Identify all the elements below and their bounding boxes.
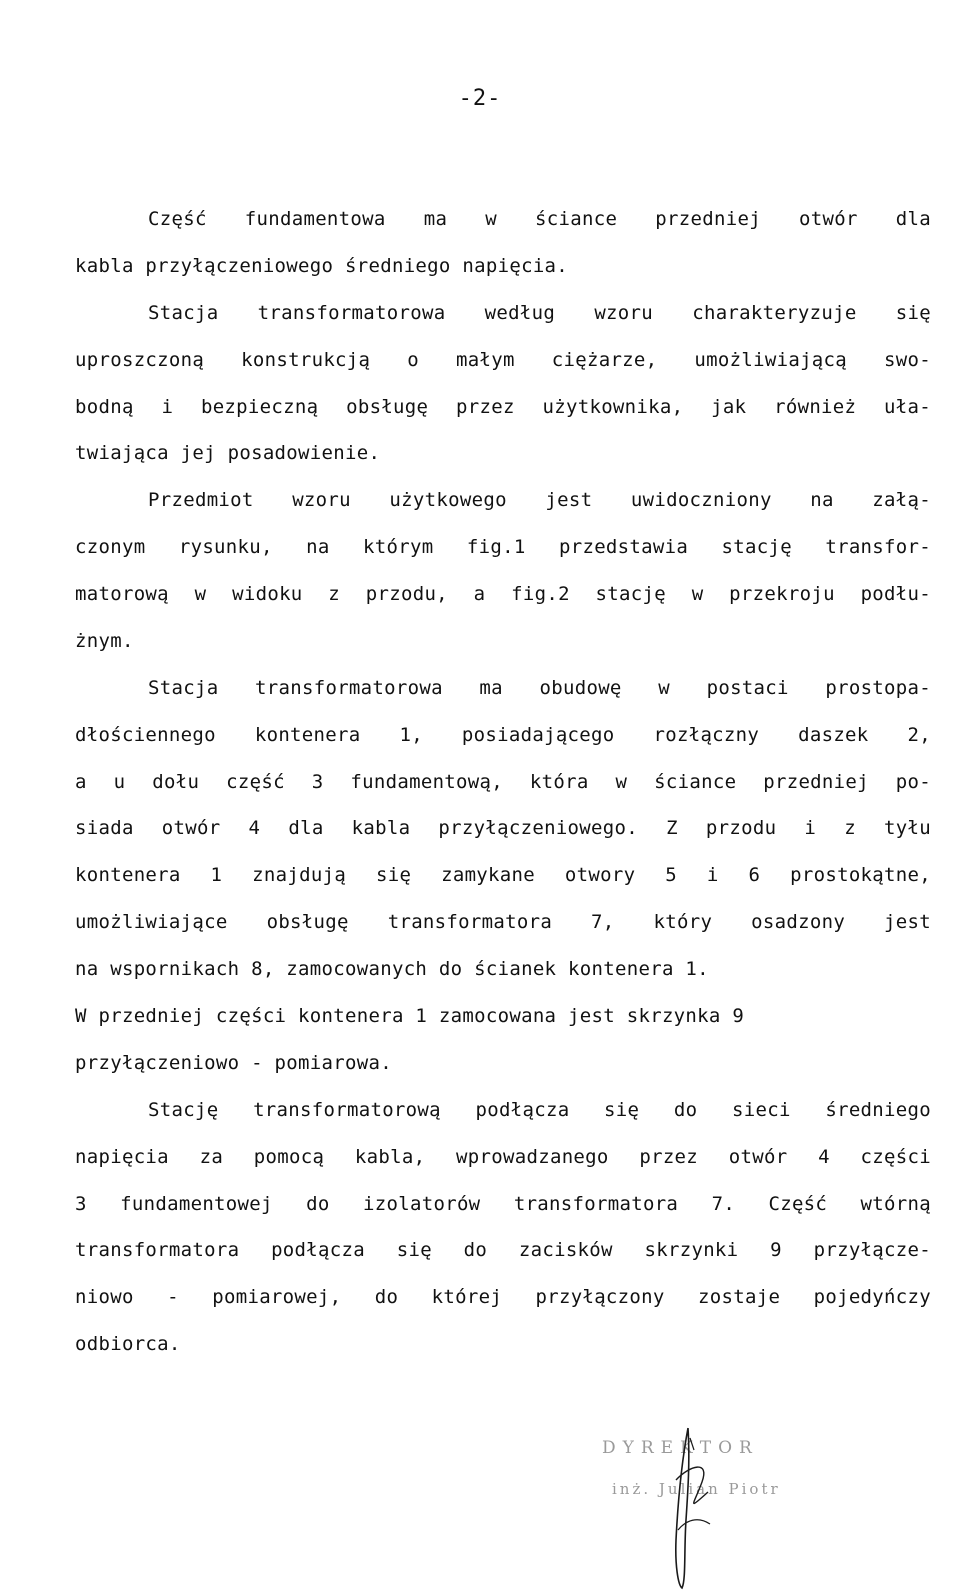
text-line: umożliwiające obsługę transformatora 7, który osadzony jest xyxy=(75,911,931,933)
text-line: niowo - pomiarowej, do której przyłączony zostaje pojedyńczy xyxy=(75,1286,931,1308)
text-line: bodną i bezpieczną obsługę przez użytkownika, jak również uła- xyxy=(75,396,931,418)
text-line: uproszczoną konstrukcją o małym ciężarze, umożliwiającą swo- xyxy=(75,349,931,371)
text-line: napięcia za pomocą kabla, wprowadzanego przez otwór 4 części xyxy=(75,1146,931,1168)
text-line: kontenera 1 znajdują się zamykane otwory 5 i 6 prostokątne, xyxy=(75,864,931,886)
text-line: transformatora podłącza się do zacisków skrzynki 9 przyłącze- xyxy=(75,1239,931,1261)
text-line: żnym. xyxy=(75,630,134,652)
text-line: W przedniej części kontenera 1 zamocowana jest skrzynka 9 xyxy=(75,1005,745,1027)
text-line: Część fundamentowa ma w ściance przedniej otwór dla xyxy=(148,208,931,230)
text-line: siada otwór 4 dla kabla przyłączeniowego. Z przodu i z tyłu xyxy=(75,817,931,839)
text-line: Stacja transformatorowa ma obudowę w postaci prostopa- xyxy=(148,677,931,699)
text-line: kabla przyłączeniowego średniego napięcia. xyxy=(75,255,569,277)
stamp-name: inż. Julian Piotr xyxy=(612,1480,781,1498)
text-line: Przedmiot wzoru użytkowego jest uwidoczniony na załą- xyxy=(148,489,931,511)
text-line: twiająca jej posadowienie. xyxy=(75,442,381,464)
handwritten-signature xyxy=(590,1420,850,1590)
text-line: na wspornikach 8, zamocowanych do ścianek kontenera 1. xyxy=(75,958,709,980)
text-line: przyłączeniowo - pomiarowa. xyxy=(75,1052,392,1074)
text-line: 3 fundamentowej do izolatorów transformatora 7. Część wtórną xyxy=(75,1193,931,1215)
text-line: dłościennego kontenera 1, posiadającego rozłączny daszek 2, xyxy=(75,724,931,746)
director-stamp xyxy=(590,1420,850,1590)
text-line: Stacja transformatorowa według wzoru charakteryzuje się xyxy=(148,302,931,324)
text-line: czonym rysunku, na którym fig.1 przedstawia stację transfor- xyxy=(75,536,931,558)
text-line: a u dołu część 3 fundamentową, która w ściance przedniej po- xyxy=(75,771,931,793)
text-line: Stację transformatorową podłącza się do sieci średniego xyxy=(148,1099,931,1121)
text-line: matorową w widoku z przodu, a fig.2 stację w przekroju podłu- xyxy=(75,583,931,605)
text-line: odbiorca. xyxy=(75,1333,181,1355)
stamp-title: DYREKTOR xyxy=(602,1438,759,1458)
page-number: -2- xyxy=(458,86,502,111)
